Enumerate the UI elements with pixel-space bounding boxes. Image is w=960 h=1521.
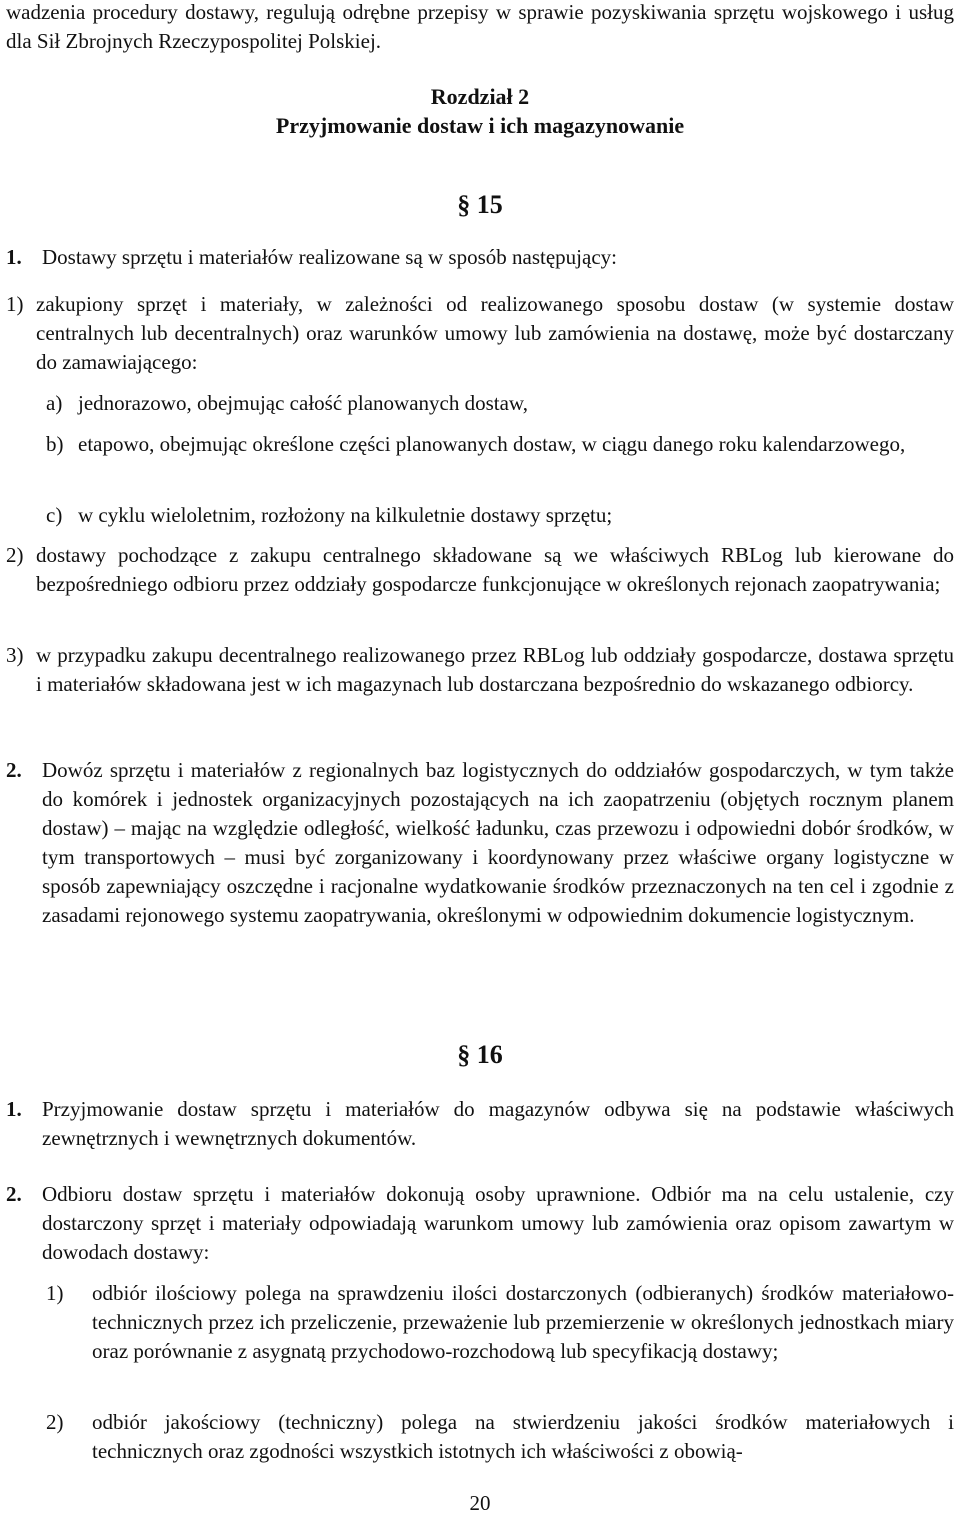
section-16-point-1 <box>6 1095 954 1155</box>
chapter-title: Rozdział 2 <box>430 84 530 109</box>
subitem-marker: a) <box>46 391 63 415</box>
item-marker: 2) <box>6 543 24 567</box>
point-text: Przyjmowanie dostaw sprzętu i materiałów do magazynów odbywa się na podstawie właściwych zewnętrznych i wewnętrznych dokumentów. <box>42 1097 954 1150</box>
section-15-subitem-a <box>46 389 954 419</box>
item-text: w przypadku zakupu decentralnego realizowanego przez RBLog lub oddziały gospodarcze, dostawa sprzętu i materiałów składowana jest w ich magazynach lub dostarczana bezpośrednio do wskazanego odbiorcy. <box>36 643 954 696</box>
page-number: 20 <box>469 1491 491 1515</box>
section-16-point-2-item-2 <box>46 1408 954 1468</box>
point-marker: 1. <box>6 1097 22 1121</box>
item-text: zakupiony sprzęt i materiały, w zależności od realizowanego sposobu dostaw (w systemie dostaw centralnych lub decentralnych) oraz warunków umowy lub zamówienia na dostawę, może być dostarczany do zamawiającego: <box>36 292 954 374</box>
section-15-point-1-item-2 <box>6 541 954 631</box>
item-marker: 1) <box>46 1281 64 1305</box>
subitem-text: etapowo, obejmując określone części planowanych dostaw, w ciągu danego roku kalendarzowego, <box>78 432 906 456</box>
point-marker: 1. <box>6 245 22 269</box>
section-sign-16: § 16 <box>457 1040 503 1069</box>
point-text: Dostawy sprzętu i materiałów realizowane są w sposób następujący: <box>42 245 617 269</box>
item-marker: 1) <box>6 292 24 316</box>
point-marker: 2. <box>6 1182 22 1206</box>
chapter-subtitle: Przyjmowanie dostaw i ich magazynowanie <box>275 113 685 138</box>
section-15-subitem-c <box>46 501 954 531</box>
subitem-text: jednorazowo, obejmując całość planowanych dostaw, <box>78 391 528 415</box>
point-text: Odbioru dostaw sprzętu i materiałów dokonują osoby uprawnione. Odbiór ma na celu ustalenie, czy dostarczony sprzęt i materiały odpowiadają warunkom umowy lub zamówienia oraz opisom zawartym w dowodach dostawy: <box>42 1182 954 1264</box>
continuation-paragraph <box>6 0 954 56</box>
section-sign-15: § 15 <box>457 190 503 219</box>
section-16-point-2-item-1 <box>46 1279 954 1399</box>
item-text: dostawy pochodzące z zakupu centralnego składowane są we właściwych RBLog lub kierowane do bezpośredniego odbioru przez oddziały gospodarcze funkcjonujące w określonych rejonach zaopatrywania; <box>36 543 954 596</box>
subitem-marker: c) <box>46 503 63 527</box>
section-15-point-1-item-1 <box>6 290 954 380</box>
item-text: odbiór jakościowy (techniczny) polega na stwierdzeniu jakości środków materiałowych i technicznych oraz zgodności wszystkich istotnych ich właściwości z obowią- <box>92 1410 954 1463</box>
item-marker: 2) <box>46 1410 64 1434</box>
section-15-point-2 <box>6 756 954 996</box>
section-15-point-1 <box>6 243 954 273</box>
section-16-point-2 <box>6 1180 954 1270</box>
point-text: Dowóz sprzętu i materiałów z regionalnych baz logistycznych do oddziałów gospodarczych, w tym także do komórek i jednostek organizacyjnych pozostających na ich zaopatrzeniu (objętych rocznym planem dostaw) – mając na względzie odległość, wielkość ładunku, czas przewozu i odpowiedni dobór środków, w tym transportowych – musi być zorganizowany i koordynowany przez właściwe organy logistyczne w sposób zapewniający oszczędne i racjonalne wydatkowanie środków przeznaczonych na ten cel i zgodnie z zasadami rejonowego systemu zaopatrywania, określonymi w odpowiednim dokumencie logistycznym. <box>42 758 954 927</box>
continuation-text: wadzenia procedury dostawy, regulują odrębne przepisy w sprawie pozyskiwania sprzętu wojskowego i usług dla Sił Zbrojnych Rzeczypospolitej Polskiej. <box>6 0 954 53</box>
point-marker: 2. <box>6 758 22 782</box>
section-15-subitem-b <box>46 430 954 490</box>
section-15-point-1-item-3 <box>6 641 954 731</box>
subitem-text: w cyklu wieloletnim, rozłożony na kilkuletnie dostawy sprzętu; <box>78 503 613 527</box>
item-text: odbiór ilościowy polega na sprawdzeniu ilości dostarczonych (odbieranych) środków materiałowo-technicznych przez ich przeliczenie, przeważenie lub przemierzenie w określonych jednostkach miary oraz porównanie z asygnatą przychodowo-rozchodową lub specyfikacją dostawy; <box>92 1281 954 1363</box>
subitem-marker: b) <box>46 432 64 456</box>
item-marker: 3) <box>6 643 24 667</box>
